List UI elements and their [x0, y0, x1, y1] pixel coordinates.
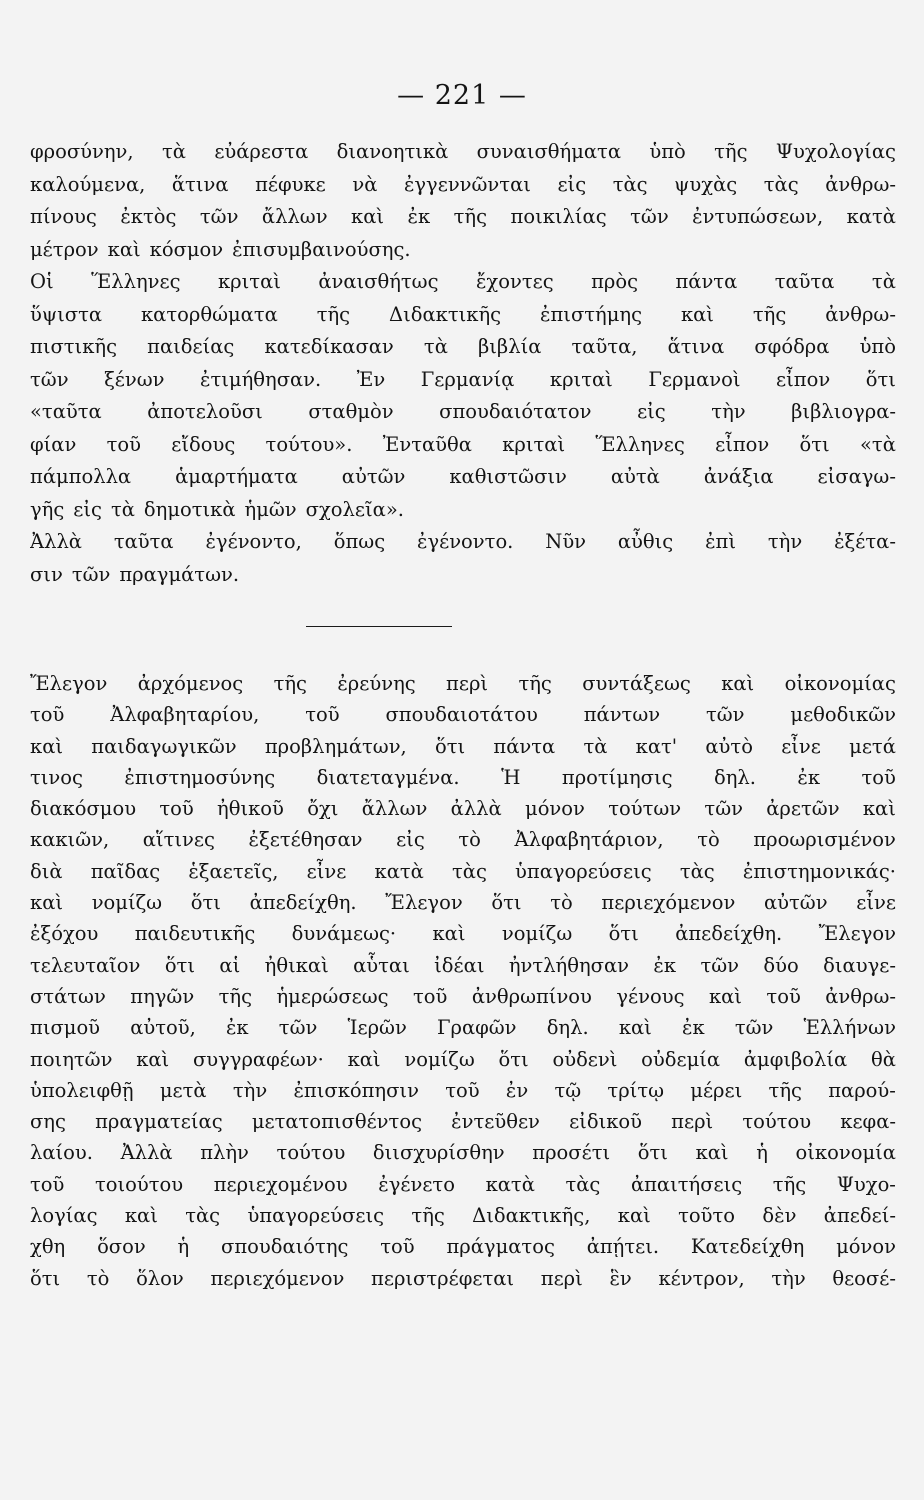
text-line: γῆς εἰς τὰ δημοτικὰ ἡμῶν σχολεῖα».: [30, 497, 404, 521]
text-line: διακόσμου τοῦ ἠθικοῦ ὄχι ἄλλων ἀλλὰ μόνον τούτων τῶν ἀρετῶν καὶ: [30, 797, 896, 821]
text-line: φίαν τοῦ εἴδους τούτου». Ἐνταῦθα κριταὶ Ἕλληνες εἶπον ὅτι «τὰ: [30, 432, 896, 456]
text-line: ὑπολειφθῇ μετὰ τὴν ἐπισκόπησιν τοῦ ἐν τῷ τρίτῳ μέρει τῆς παρού-: [30, 1078, 896, 1102]
text-line: φροσύνην, τὰ εὐάρεστα διανοητικὰ συναισθήματα ὑπὸ τῆς Ψυχολογίας: [30, 140, 896, 163]
text-line: ποιητῶν καὶ συγγραφέων· καὶ νομίζω ὅτι οὐδενὶ οὐδεμία ἀμφιβολία θὰ: [30, 1047, 896, 1071]
text-line: στάτων πηγῶν τῆς ἡμερώσεως τοῦ ἀνθρωπίνου γένους καὶ τοῦ ἀνθρω-: [30, 984, 896, 1008]
text-line: «ταῦτα ἀποτελοῦσι σταθμὸν σπουδαιότατον εἰς τὴν βιβλιογρα-: [30, 400, 896, 423]
text-line: Ἀλλὰ ταῦτα ἐγένοντο, ὅπως ἐγένοντο. Νῦν αὖθις ἐπὶ τὴν ἐξέτα-: [30, 530, 896, 553]
text-block-bottom: [30, 668, 896, 1294]
text-line: καλούμενα, ἅτινα πέφυκε νὰ ἐγγεννῶνται εἰς τὰς ψυχὰς τὰς ἀνθρω-: [30, 172, 896, 196]
text-line: Οἱ Ἕλληνες κριταὶ ἀναισθήτως ἔχοντες πρὸς πάντα ταῦτα τὰ: [30, 270, 896, 293]
text-line: τῶν ξένων ἐτιμήθησαν. Ἐν Γερμανίᾳ κριταὶ Γερμανοὶ εἶπον ὅτι: [30, 367, 896, 391]
text-line: πιστικῆς παιδείας κατεδίκασαν τὰ βιβλία ταῦτα, ἅτινα σφόδρα ὑπὸ: [30, 335, 896, 358]
text-line: τοῦ Ἀλφαβηταρίου, τοῦ σπουδαιοτάτου πάντων τῶν μεθοδικῶν: [30, 703, 896, 727]
text-line: τελευταῖον ὅτι αἱ ἠθικαὶ αὗται ἰδέαι ἠντλήθησαν ἐκ τῶν δύο διαυγε-: [30, 953, 896, 977]
text-line: σης πραγματείας μετατοπισθέντος ἐντεῦθεν εἰδικοῦ περὶ τούτου κεφα-: [30, 1110, 896, 1134]
text-line: καὶ παιδαγωγικῶν προβλημάτων, ὅτι πάντα τὰ κατ' αὐτὸ εἶνε μετά: [30, 734, 896, 758]
page-number: — 221 —: [397, 80, 527, 111]
text-line: ὕψιστα κατορθώματα τῆς Διδακτικῆς ἐπιστήμης καὶ τῆς ἀνθρω-: [30, 302, 896, 326]
text-line: τινος ἐπιστημοσύνης διατεταγμένα. Ἡ προτίμησις δηλ. ἐκ τοῦ: [30, 765, 896, 789]
text-line: χθη ὅσον ἡ σπουδαιότης τοῦ πράγματος ἀπῄτει. Κατεδείχθη μόνον: [30, 1235, 896, 1259]
text-line: λογίας καὶ τὰς ὑπαγορεύσεις τῆς Διδακτικῆς, καὶ τοῦτο δὲν ἀπεδεί-: [30, 1204, 896, 1228]
text-line: διὰ παῖδας ἑξαετεῖς, εἶνε κατὰ τὰς ὑπαγορεύσεις τὰς ἐπιστημονικάς·: [30, 859, 896, 883]
text-line: πισμοῦ αὐτοῦ, ἐκ τῶν Ἱερῶν Γραφῶν δηλ. καὶ ἐκ τῶν Ἑλλήνων: [30, 1016, 896, 1040]
text-line: πάμπολλα ἁμαρτήματα αὐτῶν καθιστῶσιν αὐτὰ ἀνάξια εἰσαγω-: [30, 465, 896, 488]
section-divider: [306, 626, 452, 627]
text-line: κακιῶν, αἵτινες ἐξετέθησαν εἰς τὸ Ἀλφαβητάριον, τὸ προωρισμένον: [30, 828, 896, 852]
text-line: τοῦ τοιούτου περιεχομένου ἐγένετο κατὰ τὰς ἀπαιτήσεις τῆς Ψυχο-: [30, 1172, 896, 1196]
text-line: Ἔλεγον ἀρχόμενος τῆς ἐρεύνης περὶ τῆς συντάξεως καὶ οἰκονομίας: [30, 672, 896, 695]
text-line: καὶ νομίζω ὅτι ἀπεδείχθη. Ἔλεγον ὅτι τὸ περιεχόμενον αὐτῶν εἶνε: [30, 891, 896, 915]
text-line: μέτρον καὶ κόσμον ἐπισυμβαινούσης.: [30, 237, 411, 261]
text-line: λαίου. Ἀλλὰ πλὴν τούτου διισχυρίσθην προσέτι ὅτι καὶ ἡ οἰκονομία: [30, 1141, 896, 1165]
text-line: ἐξόχου παιδευτικῆς δυνάμεως· καὶ νομίζω ὅτι ἀπεδείχθη. Ἔλεγον: [30, 922, 896, 946]
text-line: ὅτι τὸ ὅλον περιεχόμενον περιστρέφεται περὶ ἓν κέντρον, τὴν θεοσέ-: [30, 1266, 896, 1290]
text-block-top: [30, 136, 896, 591]
text-line: σιν τῶν πραγμάτων.: [30, 562, 240, 586]
text-line: πίνους ἐκτὸς τῶν ἄλλων καὶ ἐκ τῆς ποικιλίας τῶν ἐντυπώσεων, κατὰ: [30, 205, 896, 228]
